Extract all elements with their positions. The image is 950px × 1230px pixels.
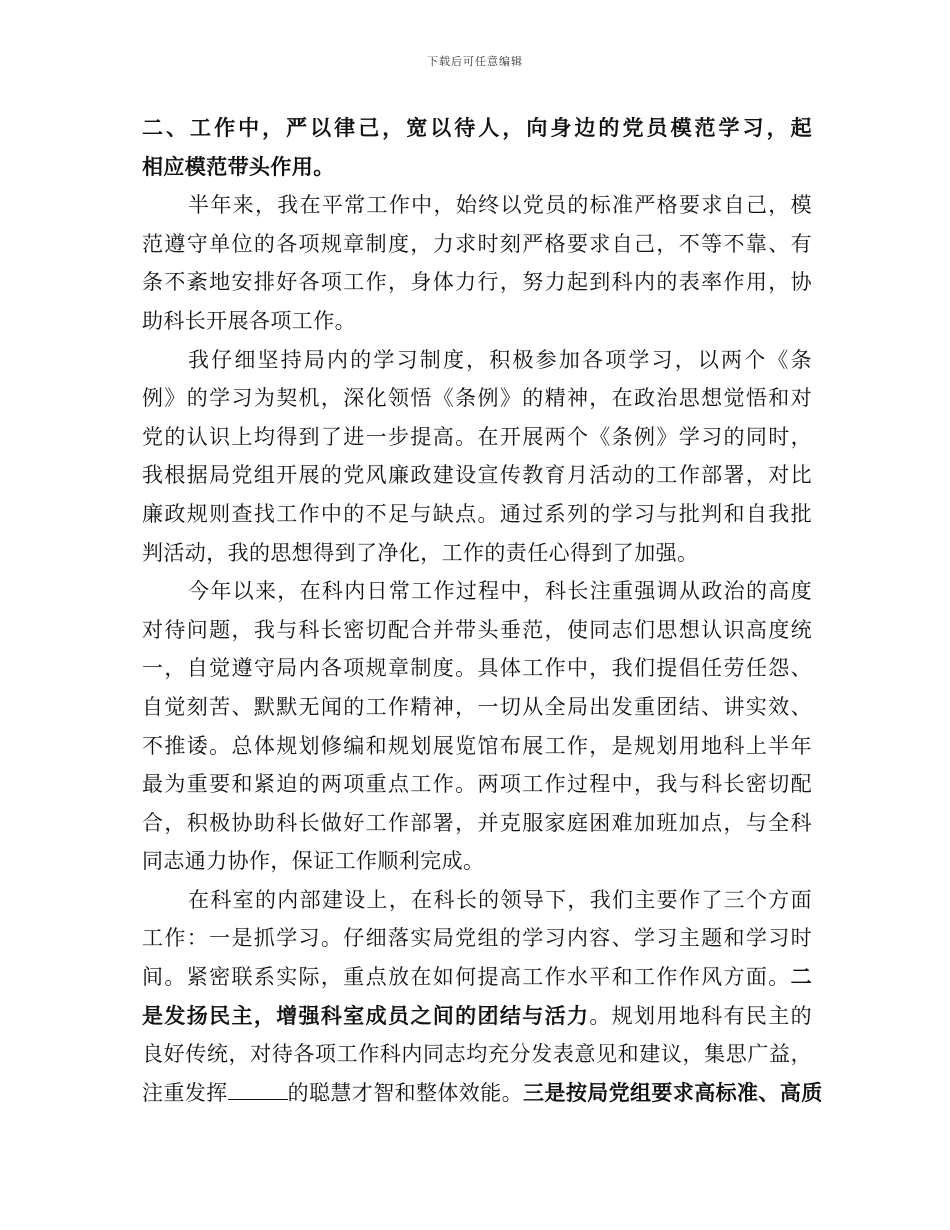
page-header: 下载后可任意编辑: [427, 55, 523, 68]
paragraph-line: 同志通力协作，保证工作顺利完成。: [142, 849, 485, 874]
paragraph-line: [142, 958, 812, 997]
text-run: 注重发挥: [142, 1080, 228, 1105]
paragraph-line: 今年以来，在科内日常工作过程中，科长注重强调从政治的高度: [188, 579, 812, 604]
bold-text-run: 是发扬民主，增强科室成员之间的团结与活力: [142, 1002, 590, 1028]
fill-in-blank: [228, 1098, 288, 1100]
paragraph-line: 工作：一是抓学习。仔细落实局党组的学习内容、学习主题和学习时: [142, 926, 812, 951]
paragraph-line: 一，自觉遵守局内各项规章制度。具体工作中，我们提倡任劳任怨、: [142, 656, 812, 681]
text-run: 间。紧密联系实际，重点放在如何提高工作水平和工作作风方面。: [142, 965, 791, 990]
paragraph-line: 廉政规则查找工作中的不足与缺点。通过系列的学习与批判和自我批: [142, 501, 812, 526]
paragraph-line: 在科室的内部建设上，在科长的领导下，我们主要作了三个方面: [188, 887, 812, 912]
bold-text-run: 三是按局党组要求高标准、高质: [523, 1079, 823, 1105]
paragraph-line: 半年来，我在平常工作中，始终以党员的标准严格要求自己，模: [188, 193, 812, 218]
section-heading-line-1: 二、工作中，严以律己，宽以待人，向身边的党员模范学习，起: [142, 115, 812, 140]
paragraph-line: 例》的学习为契机，深化领悟《条例》的精神，在政治思想觉悟和对: [142, 386, 812, 411]
paragraph-line: 不推诿。总体规划修编和规划展览馆布展工作，是规划用地科上半年: [142, 733, 812, 758]
paragraph-line: 对待问题，我与科长密切配合并带头垂范，使同志们思想认识高度统: [142, 617, 812, 642]
paragraph-line: 党的认识上均得到了进一步提高。在开展两个《条例》学习的同时，: [142, 424, 812, 449]
paragraph-line: 条不紊地安排好各项工作，身体力行，努力起到科内的表率作用，协: [142, 270, 812, 295]
section-heading-line-2: 相应模范带头作用。: [142, 153, 335, 179]
text-run: 的聪慧才智和整体效能。: [287, 1080, 524, 1105]
paragraph-line: 助科长开展各项工作。: [142, 308, 356, 333]
paragraph-line: 我根据局党组开展的党风廉政建设宣传教育月活动的工作部署，对比: [142, 463, 812, 488]
paragraph-line: [142, 997, 812, 1036]
text-run: 。规划用地科有民主的: [589, 1003, 813, 1028]
paragraph-line: 我仔细坚持局内的学习制度，积极参加各项学习，以两个《条: [188, 347, 812, 372]
bold-text-run: 二: [790, 964, 812, 990]
paragraph-line: 自觉刻苦、默默无闻的工作精神，一切从全局出发重团结、讲实效、: [142, 694, 812, 719]
paragraph-line: 良好传统，对待各项工作科内同志均充分发表意见和建议，集思广益，: [142, 1042, 812, 1067]
paragraph-line: [142, 1074, 823, 1113]
paragraph-line: 范遵守单位的各项规章制度，力求时刻严格要求自己，不等不靠、有: [142, 231, 812, 256]
paragraph-line: 判活动，我的思想得到了净化，工作的责任心得到了加强。: [142, 540, 699, 565]
paragraph-line: 合，积极协助科长做好工作部署，并克服家庭困难加班加点，与全科: [142, 810, 812, 835]
paragraph-line: 最为重要和紧迫的两项重点工作。两项工作过程中，我与科长密切配: [142, 772, 812, 797]
document-body: [142, 109, 823, 1112]
